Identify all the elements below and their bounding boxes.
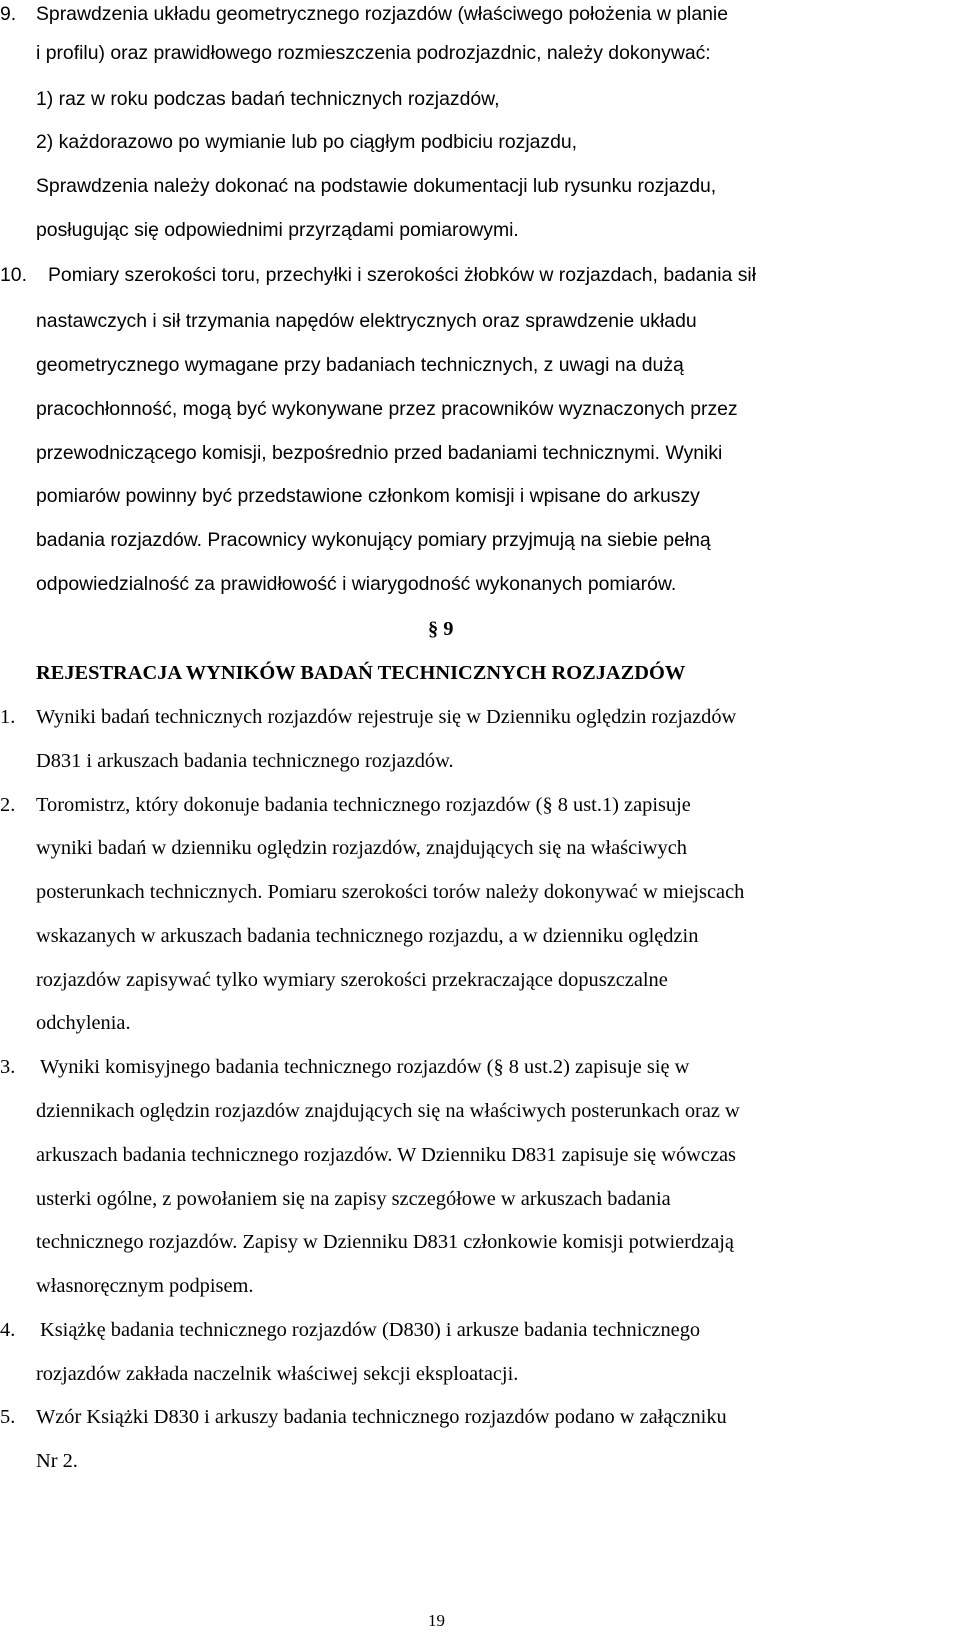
text-line: posługując się odpowiednimi przyrządami pomiarowymi.	[36, 219, 519, 241]
text-line: Pomiary szerokości toru, przechyłki i szerokości żłobków w rozjazdach, badania sił	[48, 264, 757, 286]
paragraph-symbol: § 9	[428, 618, 454, 640]
item-number: 9.	[0, 3, 17, 25]
text-line: Toromistrz, który dokonuje badania technicznego rozjazdów (§ 8 ust.1) zapisuje	[36, 794, 691, 816]
text-line: dziennikach oględzin rozjazdów znajdujących się na właściwych posterunkach oraz w	[36, 1100, 740, 1122]
text-line: usterki ogólne, z powołaniem się na zapisy szczegółowe w arkuszach badania	[36, 1188, 671, 1210]
item-number: 1.	[0, 706, 16, 728]
text-line: pracochłonność, mogą być wykonywane przez pracowników wyznaczonych przez	[36, 398, 738, 420]
text-line: arkuszach badania technicznego rozjazdów. W Dzienniku D831 zapisuje się wówczas	[36, 1144, 736, 1166]
text-line: Wyniki komisyjnego badania technicznego rozjazdów (§ 8 ust.2) zapisuje się w	[40, 1056, 690, 1078]
text-line: D831 i arkuszach badania technicznego rozjazdów.	[36, 750, 454, 772]
text-line: rozjazdów zakłada naczelnik właściwej sekcji eksploatacji.	[36, 1363, 519, 1385]
text-line: wyniki badań w dzienniku oględzin rozjazdów, znajdujących się na właściwych	[36, 837, 687, 859]
text-line: geometrycznego wymagane przy badaniach technicznych, z uwagi na dużą	[36, 354, 684, 376]
text-line: własnoręcznym podpisem.	[36, 1275, 254, 1297]
text-line: badania rozjazdów. Pracownicy wykonujący pomiary przyjmują na siebie pełną	[36, 529, 711, 551]
item-number: 3.	[0, 1056, 16, 1078]
text-line: odchylenia.	[36, 1012, 131, 1034]
text-line: Wyniki badań technicznych rozjazdów rejestruje się w Dzienniku oględzin rozjazdów	[36, 706, 737, 728]
item-number: 5.	[0, 1406, 16, 1428]
text-line: i profilu) oraz prawidłowego rozmieszczenia podrozjazdnic, należy dokonywać:	[36, 42, 711, 64]
text-line: Wzór Książki D830 i arkuszy badania technicznego rozjazdów podano w załączniku	[36, 1406, 727, 1428]
text-line: technicznego rozjazdów. Zapisy w Dzienniku D831 członkowie komisji potwierdzają	[36, 1231, 734, 1253]
text-line: odpowiedzialność za prawidłowość i wiarygodność wykonanych pomiarów.	[36, 573, 677, 595]
text-line: Książkę badania technicznego rozjazdów (D830) i arkusze badania technicznego	[40, 1319, 701, 1341]
text-line: Sprawdzenia należy dokonać na podstawie dokumentacji lub rysunku rozjazdu,	[36, 175, 717, 197]
text-line: 1) raz w roku podczas badań technicznych rozjazdów,	[36, 88, 500, 110]
text-line: 2) każdorazowo po wymianie lub po ciągłym podbiciu rozjazdu,	[36, 131, 578, 153]
text-line: posterunkach technicznych. Pomiaru szerokości torów należy dokonywać w miejscach	[36, 881, 745, 903]
text-line: pomiarów powinny być przedstawione członkom komisji i wpisane do arkuszy	[36, 485, 700, 507]
text-line: przewodniczącego komisji, bezpośrednio przed badaniami technicznymi. Wyniki	[36, 442, 723, 464]
text-line: wskazanych w arkuszach badania technicznego rozjazdu, a w dzienniku oględzin	[36, 925, 699, 947]
item-number: 10.	[0, 264, 27, 286]
text-line: Nr 2.	[36, 1450, 78, 1472]
text-line: nastawczych i sił trzymania napędów elektrycznych oraz sprawdzenie układu	[36, 310, 697, 332]
item-number: 4.	[0, 1319, 16, 1341]
text-line: rozjazdów zapisywać tylko wymiary szerokości przekraczające dopuszczalne	[36, 969, 668, 991]
item-number: 2.	[0, 794, 16, 816]
section-heading: REJESTRACJA WYNIKÓW BADAŃ TECHNICZNYCH ROZJAZDÓW	[36, 662, 686, 684]
text-line: Sprawdzenia układu geometrycznego rozjazdów (właściwego położenia w planie	[36, 3, 728, 25]
page-number: 19	[428, 1611, 445, 1630]
